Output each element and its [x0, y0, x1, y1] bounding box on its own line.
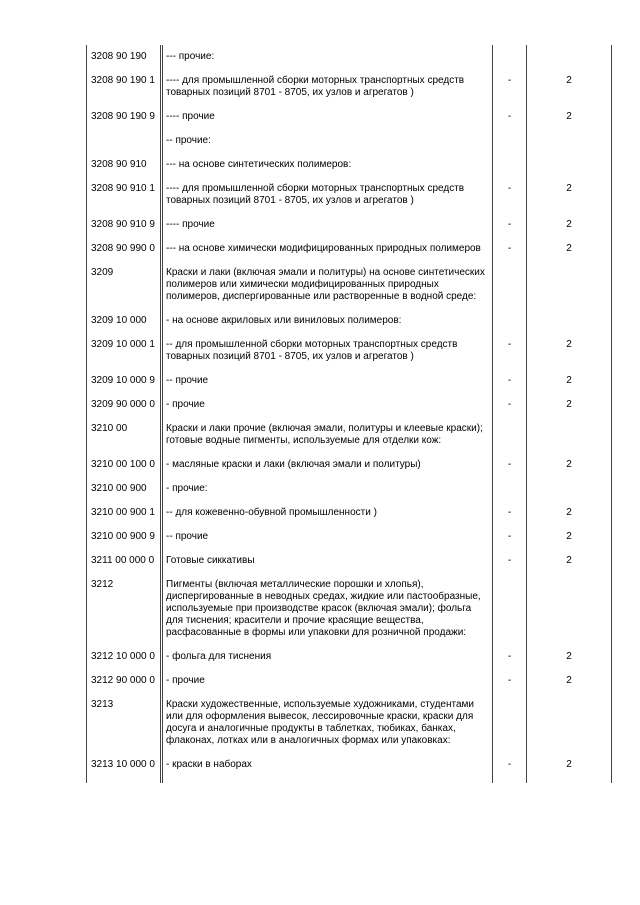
spacer-cell	[86, 777, 163, 783]
column3-cell: -	[493, 69, 527, 105]
description-cell: -- для промышленной сборки моторных транспортных средств товарных позиций 8701 - 8705, их узлов и агрегатов )	[163, 333, 493, 369]
spacer-cell	[527, 777, 612, 783]
code-cell: 3208 90 990 0	[86, 237, 163, 261]
spacer-cell	[493, 777, 527, 783]
duty-rate-cell	[527, 477, 612, 501]
column3-cell	[493, 573, 527, 645]
column3-cell	[493, 45, 527, 69]
duty-rate-cell: 2	[527, 645, 612, 669]
description-cell: - фольга для тиснения	[163, 645, 493, 669]
description-cell: - на основе акриловых или виниловых полимеров:	[163, 309, 493, 333]
column3-cell: -	[493, 525, 527, 549]
table-row	[86, 105, 612, 129]
code-cell: 3212 10 000 0	[86, 645, 163, 669]
code-cell: 3211 00 000 0	[86, 549, 163, 573]
duty-rate-cell: 2	[527, 213, 612, 237]
table-row	[86, 45, 612, 69]
description-cell: - прочие:	[163, 477, 493, 501]
duty-rate-cell	[527, 153, 612, 177]
description-cell: ---- прочие	[163, 105, 493, 129]
column3-cell	[493, 693, 527, 753]
table-row	[86, 669, 612, 693]
duty-rate-cell: 2	[527, 753, 612, 777]
code-cell: 3210 00 100 0	[86, 453, 163, 477]
description-cell: ---- прочие	[163, 213, 493, 237]
duty-rate-cell	[527, 573, 612, 645]
description-cell: Пигменты (включая металлические порошки и хлопья), диспергированные в неводных средах, жидкие или пастообразные, используемые при производстве красок (включая эмали); фольга для тиснения; красители и прочие красящие вещества, расфасованные в формы или упаковки для розничной продажи:	[163, 573, 493, 645]
column3-cell: -	[493, 501, 527, 525]
description-cell: - прочие	[163, 669, 493, 693]
duty-rate-cell	[527, 693, 612, 753]
description-cell: - прочие	[163, 393, 493, 417]
table-bottom-spacer	[86, 777, 612, 783]
duty-rate-cell: 2	[527, 453, 612, 477]
spacer-cell	[163, 777, 493, 783]
code-cell: 3208 90 190 9	[86, 105, 163, 129]
description-cell: Готовые сиккативы	[163, 549, 493, 573]
code-cell: 3208 90 190	[86, 45, 163, 69]
table-row	[86, 525, 612, 549]
code-cell: 3210 00 900	[86, 477, 163, 501]
column3-cell: -	[493, 669, 527, 693]
description-cell: --- прочие:	[163, 45, 493, 69]
table-row	[86, 213, 612, 237]
duty-rate-cell: 2	[527, 333, 612, 369]
duty-rate-cell	[527, 129, 612, 153]
duty-rate-cell: 2	[527, 69, 612, 105]
table-row	[86, 501, 612, 525]
duty-rate-cell: 2	[527, 105, 612, 129]
code-cell: 3212 90 000 0	[86, 669, 163, 693]
code-cell: 3209 10 000 1	[86, 333, 163, 369]
description-cell: -- прочие:	[163, 129, 493, 153]
table-row	[86, 177, 612, 213]
table-row	[86, 573, 612, 645]
code-cell: 3209 10 000 9	[86, 369, 163, 393]
code-cell: 3208 90 910 1	[86, 177, 163, 213]
table-row	[86, 417, 612, 453]
code-cell: 3208 90 190 1	[86, 69, 163, 105]
code-cell: 3209	[86, 261, 163, 309]
column3-cell: -	[493, 369, 527, 393]
table-row	[86, 453, 612, 477]
column3-cell	[493, 477, 527, 501]
duty-rate-cell	[527, 261, 612, 309]
description-cell: Краски художественные, используемые художниками, студентами или для оформления вывесок, лессировочные краски, краски для досуга и аналогичные продукты в таблетках, тюбиках, банках, флаконах, лотках или в аналогичных формах или упаковках:	[163, 693, 493, 753]
duty-rate-cell	[527, 45, 612, 69]
table-row	[86, 549, 612, 573]
column3-cell	[493, 261, 527, 309]
column3-cell: -	[493, 237, 527, 261]
column3-cell: -	[493, 333, 527, 369]
description-cell: - краски в наборах	[163, 753, 493, 777]
column3-cell: -	[493, 213, 527, 237]
code-cell: 3210 00 900 1	[86, 501, 163, 525]
table-row	[86, 129, 612, 153]
tariff-table	[86, 45, 612, 783]
code-cell	[86, 129, 163, 153]
table-row	[86, 261, 612, 309]
column3-cell: -	[493, 393, 527, 417]
duty-rate-cell: 2	[527, 525, 612, 549]
column3-cell: -	[493, 753, 527, 777]
column3-cell: -	[493, 177, 527, 213]
duty-rate-cell	[527, 417, 612, 453]
duty-rate-cell	[527, 309, 612, 333]
table-row	[86, 477, 612, 501]
description-cell: --- на основе химически модифицированных природных полимеров	[163, 237, 493, 261]
column3-cell: -	[493, 453, 527, 477]
duty-rate-cell: 2	[527, 369, 612, 393]
description-cell: ---- для промышленной сборки моторных транспортных средств товарных позиций 8701 - 8705, их узлов и агрегатов )	[163, 177, 493, 213]
code-cell: 3213 10 000 0	[86, 753, 163, 777]
code-cell: 3210 00	[86, 417, 163, 453]
duty-rate-cell: 2	[527, 549, 612, 573]
column3-cell: -	[493, 645, 527, 669]
column3-cell: -	[493, 105, 527, 129]
description-cell: - масляные краски и лаки (включая эмали и политуры)	[163, 453, 493, 477]
code-cell: 3213	[86, 693, 163, 753]
column3-cell: -	[493, 549, 527, 573]
description-cell: --- на основе синтетических полимеров:	[163, 153, 493, 177]
table-row	[86, 309, 612, 333]
table-row	[86, 369, 612, 393]
code-cell: 3209 10 000	[86, 309, 163, 333]
duty-rate-cell: 2	[527, 501, 612, 525]
description-cell: -- прочие	[163, 369, 493, 393]
table-row	[86, 393, 612, 417]
table-row	[86, 69, 612, 105]
duty-rate-cell: 2	[527, 669, 612, 693]
column3-cell	[493, 153, 527, 177]
table-row	[86, 753, 612, 777]
code-cell: 3210 00 900 9	[86, 525, 163, 549]
column3-cell	[493, 417, 527, 453]
description-cell: Краски и лаки (включая эмали и политуры) на основе синтетических полимеров или химически модифицированных природных полимеров, диспергированные или растворенные в водной среде:	[163, 261, 493, 309]
table-row	[86, 153, 612, 177]
description-cell: Краски и лаки прочие (включая эмали, политуры и клеевые краски); готовые водные пигменты, используемые для отделки кож:	[163, 417, 493, 453]
description-cell: ---- для промышленной сборки моторных транспортных средств товарных позиций 8701 - 8705, их узлов и агрегатов )	[163, 69, 493, 105]
table-row	[86, 693, 612, 753]
table-row	[86, 333, 612, 369]
duty-rate-cell: 2	[527, 237, 612, 261]
column3-cell	[493, 309, 527, 333]
duty-rate-cell: 2	[527, 177, 612, 213]
description-cell: -- для кожевенно-обувной промышленности )	[163, 501, 493, 525]
code-cell: 3209 90 000 0	[86, 393, 163, 417]
column3-cell	[493, 129, 527, 153]
duty-rate-cell: 2	[527, 393, 612, 417]
table-row	[86, 645, 612, 669]
code-cell: 3208 90 910 9	[86, 213, 163, 237]
code-cell: 3212	[86, 573, 163, 645]
table-row	[86, 237, 612, 261]
description-cell: -- прочие	[163, 525, 493, 549]
code-cell: 3208 90 910	[86, 153, 163, 177]
